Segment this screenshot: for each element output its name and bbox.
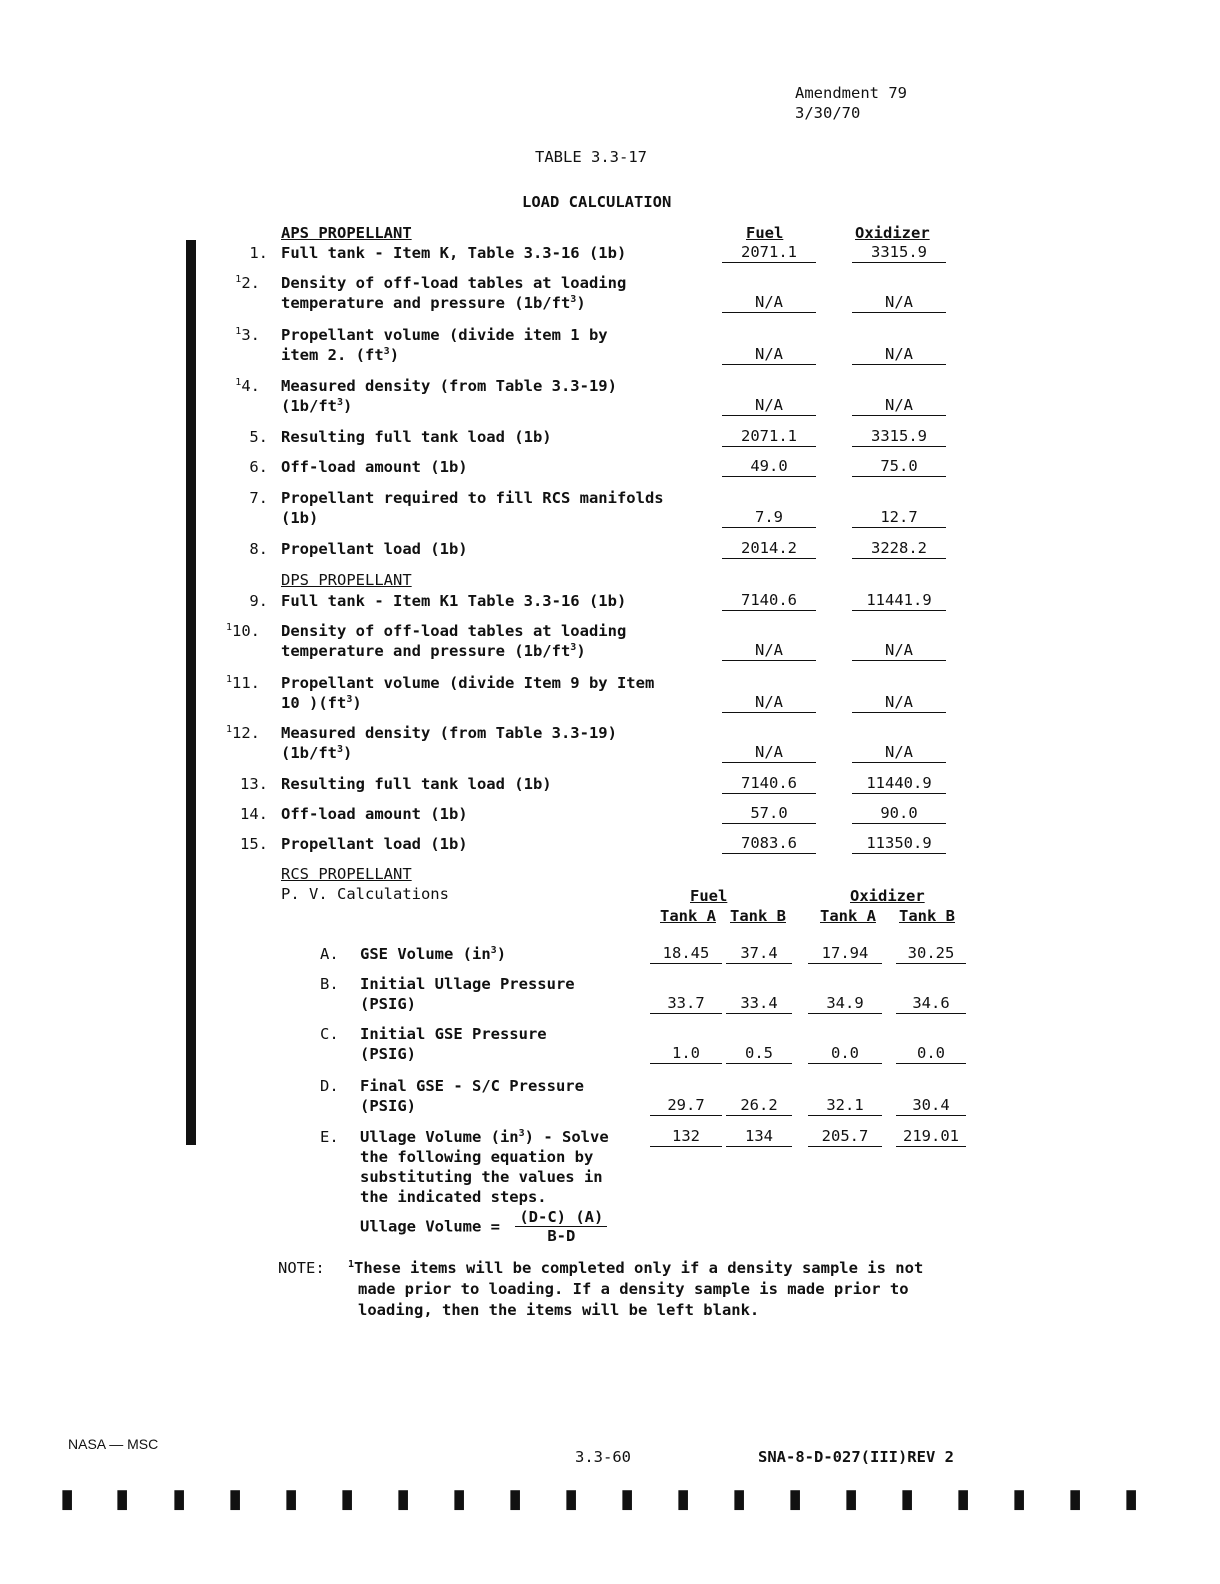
item-number bbox=[222, 674, 260, 692]
item-number-text: 15. bbox=[240, 835, 268, 853]
item-oxidizer-value: 90.0 bbox=[852, 803, 946, 824]
item-oxidizer-value: 11441.9 bbox=[852, 590, 946, 611]
item-number-text: 12. bbox=[232, 724, 260, 743]
item-label-line2-text: 10 )(ft bbox=[281, 694, 347, 713]
rcs-label-end: ) - Solve bbox=[524, 1128, 609, 1147]
dps-title: DPS PROPELLANT bbox=[281, 571, 412, 589]
rcs-label-sup: 3 bbox=[518, 1128, 525, 1139]
rcs-col-oxidizer: Oxidizer bbox=[850, 887, 925, 905]
tab-marker: ▮ bbox=[115, 1484, 130, 1514]
rcs-letter: D. bbox=[320, 1077, 339, 1095]
item-label-line2 bbox=[281, 509, 318, 527]
item-oxidizer-value: N/A bbox=[852, 692, 946, 713]
footer-page: 3.3-60 bbox=[575, 1448, 631, 1466]
amendment: Amendment 79 bbox=[795, 84, 907, 102]
item-fuel-value: N/A bbox=[722, 395, 816, 416]
rcs-fuel-tank-b-value: 37.4 bbox=[726, 943, 792, 964]
item-number-text: 14. bbox=[240, 805, 268, 823]
rcs-label-line2: (PSIG) bbox=[360, 1045, 416, 1063]
item-oxidizer-value: N/A bbox=[852, 395, 946, 416]
item-label-line2-end: ) bbox=[352, 694, 362, 713]
item-number-text: 5. bbox=[249, 428, 268, 446]
rcs-oxid-tank-b-value: 0.0 bbox=[896, 1043, 966, 1064]
item-fuel-value: 2071.1 bbox=[722, 242, 816, 263]
rcs-fuel-tank-a-value: 132 bbox=[650, 1126, 722, 1147]
tab-marker: ▮ bbox=[1068, 1484, 1083, 1514]
note-sup: 1 bbox=[348, 1259, 355, 1270]
rcs-oxid-tank-b-value: 219.01 bbox=[896, 1126, 966, 1147]
item-footnote-mark: 1 bbox=[235, 377, 242, 388]
rcs-fuel-tank-a-value: 33.7 bbox=[650, 993, 722, 1014]
item-fuel-value: 7083.6 bbox=[722, 833, 816, 854]
item-footnote-mark: 1 bbox=[225, 622, 232, 633]
item-number bbox=[222, 622, 260, 640]
rcs-col-fuel: Fuel bbox=[690, 887, 728, 905]
item-label: Resulting full tank load (1b) bbox=[281, 428, 552, 446]
rcs-oxid-tank-a-value: 205.7 bbox=[808, 1126, 882, 1147]
item-label-line2-end: ) bbox=[576, 294, 586, 313]
item-label-line2 bbox=[281, 346, 399, 364]
rcs-label-text: Initial Ullage Pressure bbox=[360, 975, 575, 993]
rcs-label bbox=[360, 1128, 609, 1146]
tab-marker: ▮ bbox=[564, 1484, 579, 1514]
rcs-fuel-tank-a-value: 18.45 bbox=[650, 943, 722, 964]
item-oxidizer-value: 12.7 bbox=[852, 507, 946, 528]
rcs-oxid-tank-b-value: 34.6 bbox=[896, 993, 966, 1014]
item-oxidizer-value: 3315.9 bbox=[852, 426, 946, 447]
item-number bbox=[230, 428, 268, 446]
tab-marker: ▮ bbox=[172, 1484, 187, 1514]
rcs-oxid-tank-b: Tank B bbox=[899, 907, 955, 925]
tab-marker: ▮ bbox=[1124, 1484, 1139, 1514]
ullage-formula bbox=[360, 1208, 607, 1245]
footer-doc: SNA-8-D-027(III)REV 2 bbox=[758, 1448, 954, 1466]
item-label: Propellant load (1b) bbox=[281, 540, 468, 558]
rcs-letter: C. bbox=[320, 1025, 339, 1043]
item-number-text: 11. bbox=[232, 674, 260, 693]
item-fuel-value: 2014.2 bbox=[722, 538, 816, 559]
rcs-fuel-tank-a: Tank A bbox=[660, 907, 716, 925]
rcs-label-text: Ullage Volume (in bbox=[360, 1128, 519, 1147]
item-number bbox=[222, 326, 260, 344]
tab-marker: ▮ bbox=[396, 1484, 411, 1514]
item-fuel-value: 7.9 bbox=[722, 507, 816, 528]
rcs-fuel-tank-b-value: 0.5 bbox=[726, 1043, 792, 1064]
item-label-line2-text: item 2. (ft bbox=[281, 346, 384, 365]
item-number bbox=[230, 458, 268, 476]
tab-marker: ▮ bbox=[60, 1484, 75, 1514]
item-fuel-value: 7140.6 bbox=[722, 590, 816, 611]
rcs-oxid-tank-a-value: 32.1 bbox=[808, 1095, 882, 1116]
item-label-line2-sup: 3 bbox=[570, 294, 577, 305]
rcs-oxid-tank-b-value: 30.4 bbox=[896, 1095, 966, 1116]
rcs-fuel-tank-b-value: 26.2 bbox=[726, 1095, 792, 1116]
rcs-label bbox=[360, 945, 506, 963]
item-number bbox=[222, 377, 260, 395]
item-fuel-value: 7140.6 bbox=[722, 773, 816, 794]
item-footnote-mark: 1 bbox=[225, 724, 232, 735]
item-label: Resulting full tank load (1b) bbox=[281, 775, 552, 793]
item-label-line2-end: ) bbox=[389, 346, 400, 365]
item-oxidizer-value: N/A bbox=[852, 344, 946, 365]
note-text1: These items will be completed only if a density sample is not bbox=[354, 1259, 924, 1278]
item-label: Measured density (from Table 3.3-19) bbox=[281, 377, 617, 395]
item-fuel-value: N/A bbox=[722, 692, 816, 713]
tab-marker: ▮ bbox=[452, 1484, 467, 1514]
item-label-line2-text: (1b/ft bbox=[281, 397, 337, 416]
rcs-e-line2: the following equation by bbox=[360, 1148, 594, 1166]
rcs-oxid-tank-b-value: 30.25 bbox=[896, 943, 966, 964]
rcs-oxid-tank-a-value: 34.9 bbox=[808, 993, 882, 1014]
rcs-e-line3: substituting the values in bbox=[360, 1168, 603, 1186]
formula-numerator: (D-C) (A) bbox=[515, 1208, 607, 1227]
item-label: Propellant volume (divide Item 9 by Item bbox=[281, 674, 655, 692]
item-number bbox=[222, 724, 260, 742]
rcs-oxid-tank-a-value: 0.0 bbox=[808, 1043, 882, 1064]
rcs-label-line2: (PSIG) bbox=[360, 1097, 416, 1115]
item-number bbox=[230, 775, 268, 793]
item-oxidizer-value: 11350.9 bbox=[852, 833, 946, 854]
item-label-line2 bbox=[281, 744, 352, 762]
item-fuel-value: 57.0 bbox=[722, 803, 816, 824]
item-number-text: 7. bbox=[249, 489, 268, 507]
tab-marker: ▮ bbox=[676, 1484, 691, 1514]
tab-marker: ▮ bbox=[1012, 1484, 1027, 1514]
item-number bbox=[230, 805, 268, 823]
item-fuel-value: N/A bbox=[722, 742, 816, 763]
item-number bbox=[230, 489, 268, 507]
item-footnote-mark: 1 bbox=[225, 674, 232, 685]
rcs-label bbox=[360, 1077, 584, 1095]
item-footnote-mark: 1 bbox=[235, 274, 242, 285]
note-line1 bbox=[348, 1259, 923, 1277]
note-line2: made prior to loading. If a density sample is made prior to bbox=[358, 1280, 909, 1298]
item-label-line2-text: (1b/ft bbox=[281, 744, 337, 763]
item-number-text: 3. bbox=[241, 326, 260, 345]
item-fuel-value: 2071.1 bbox=[722, 426, 816, 447]
item-number-text: 2. bbox=[241, 274, 260, 293]
item-oxidizer-value: 11440.9 bbox=[852, 773, 946, 794]
tab-marker: ▮ bbox=[284, 1484, 299, 1514]
item-label: Propellant required to fill RCS manifolds bbox=[281, 489, 664, 507]
item-number bbox=[230, 540, 268, 558]
item-oxidizer-value: N/A bbox=[852, 742, 946, 763]
item-label-line2-sup: 3 bbox=[337, 397, 344, 408]
item-label: Full tank - Item K, Table 3.3-16 (1b) bbox=[281, 244, 627, 262]
item-footnote-mark: 1 bbox=[235, 326, 242, 337]
item-oxidizer-value: 75.0 bbox=[852, 456, 946, 477]
item-number-text: 6. bbox=[249, 458, 268, 476]
item-number bbox=[230, 244, 268, 262]
rcs-letter: E. bbox=[320, 1128, 339, 1146]
aps-title: APS PROPELLANT bbox=[281, 224, 412, 242]
item-label-line2 bbox=[281, 397, 352, 415]
item-oxidizer-value: 3315.9 bbox=[852, 242, 946, 263]
item-number bbox=[230, 835, 268, 853]
footer-org: NASA — MSC bbox=[68, 1436, 159, 1452]
item-fuel-value: N/A bbox=[722, 292, 816, 313]
item-number-text: 13. bbox=[240, 775, 268, 793]
rcs-fuel-tank-a-value: 29.7 bbox=[650, 1095, 722, 1116]
rcs-fuel-tank-b: Tank B bbox=[730, 907, 786, 925]
item-label-line2-sup: 3 bbox=[337, 744, 344, 755]
rcs-title: RCS PROPELLANT bbox=[281, 865, 412, 883]
item-number-text: 9. bbox=[249, 592, 268, 610]
tab-marker: ▮ bbox=[788, 1484, 803, 1514]
item-label-line2-text: temperature and pressure (1b/ft bbox=[281, 294, 571, 313]
item-label-line2-sup: 3 bbox=[383, 346, 390, 357]
tab-marker: ▮ bbox=[228, 1484, 243, 1514]
rcs-label bbox=[360, 1025, 547, 1043]
tab-marker: ▮ bbox=[340, 1484, 355, 1514]
page-title: LOAD CALCULATION bbox=[522, 193, 672, 211]
item-label-line2-end: ) bbox=[576, 642, 586, 661]
rcs-label-text: Final GSE - S/C Pressure bbox=[360, 1077, 584, 1095]
tab-marker: ▮ bbox=[620, 1484, 635, 1514]
item-number-text: 10. bbox=[232, 622, 260, 641]
item-label: Propellant load (1b) bbox=[281, 835, 468, 853]
item-number bbox=[230, 592, 268, 610]
item-number-text: 1. bbox=[249, 244, 268, 262]
pv-title: P. V. Calculations bbox=[281, 885, 449, 903]
note-line3: loading, then the items will be left blank. bbox=[358, 1301, 760, 1319]
item-label: Off-load amount (1b) bbox=[281, 458, 468, 476]
rcs-fuel-tank-a-value: 1.0 bbox=[650, 1043, 722, 1064]
rcs-label-text: Initial GSE Pressure bbox=[360, 1025, 547, 1043]
change-bar bbox=[186, 240, 196, 1145]
item-label: Measured density (from Table 3.3-19) bbox=[281, 724, 617, 742]
col-fuel: Fuel bbox=[746, 224, 784, 242]
formula-denominator: B-D bbox=[547, 1227, 576, 1245]
rcs-oxid-tank-a: Tank A bbox=[820, 907, 876, 925]
note-label: NOTE: bbox=[278, 1259, 325, 1277]
item-fuel-value: N/A bbox=[722, 344, 816, 365]
item-oxidizer-value: N/A bbox=[852, 640, 946, 661]
item-number-text: 4. bbox=[241, 377, 260, 396]
item-label-line2-sup: 3 bbox=[346, 694, 353, 705]
rcs-label-text: GSE Volume (in bbox=[360, 945, 491, 964]
col-oxidizer: Oxidizer bbox=[855, 224, 930, 242]
rcs-letter: A. bbox=[320, 945, 339, 963]
item-label-line2-text: temperature and pressure (1b/ft bbox=[281, 642, 571, 661]
item-oxidizer-value: 3228.2 bbox=[852, 538, 946, 559]
formula-fraction bbox=[515, 1208, 607, 1245]
rcs-label-sup: 3 bbox=[490, 945, 497, 956]
item-label-line2 bbox=[281, 694, 362, 712]
item-number-text: 8. bbox=[249, 540, 268, 558]
item-fuel-value: 49.0 bbox=[722, 456, 816, 477]
rcs-label bbox=[360, 975, 575, 993]
tab-marker: ▮ bbox=[956, 1484, 971, 1514]
item-label: Propellant volume (divide item 1 by bbox=[281, 326, 608, 344]
rcs-letter: B. bbox=[320, 975, 339, 993]
item-label: Density of off-load tables at loading bbox=[281, 622, 627, 640]
item-label: Full tank - Item K1 Table 3.3-16 (1b) bbox=[281, 592, 627, 610]
table-number: TABLE 3.3-17 bbox=[535, 148, 647, 166]
item-label: Density of off-load tables at loading bbox=[281, 274, 627, 292]
formula-label: Ullage Volume = bbox=[360, 1217, 500, 1236]
amendment-date: 3/30/70 bbox=[795, 104, 861, 122]
tab-marker: ▮ bbox=[900, 1484, 915, 1514]
item-fuel-value: N/A bbox=[722, 640, 816, 661]
item-label-line2 bbox=[281, 642, 586, 660]
item-label-line2 bbox=[281, 294, 586, 312]
item-label-line2-end: ) bbox=[343, 744, 353, 763]
rcs-label-line2: (PSIG) bbox=[360, 995, 416, 1013]
rcs-oxid-tank-a-value: 17.94 bbox=[808, 943, 882, 964]
tab-marker: ▮ bbox=[844, 1484, 859, 1514]
rcs-e-line4: the indicated steps. bbox=[360, 1188, 547, 1206]
item-label-line2-text: (1b) bbox=[281, 509, 319, 527]
tab-marker: ▮ bbox=[508, 1484, 523, 1514]
item-oxidizer-value: N/A bbox=[852, 292, 946, 313]
item-label: Off-load amount (1b) bbox=[281, 805, 468, 823]
item-number bbox=[222, 274, 260, 292]
rcs-label-end: ) bbox=[496, 945, 507, 964]
rcs-fuel-tank-b-value: 33.4 bbox=[726, 993, 792, 1014]
item-label-line2-end: ) bbox=[343, 397, 353, 416]
tab-marker: ▮ bbox=[732, 1484, 747, 1514]
rcs-fuel-tank-b-value: 134 bbox=[726, 1126, 792, 1147]
item-label-line2-sup: 3 bbox=[570, 642, 577, 653]
